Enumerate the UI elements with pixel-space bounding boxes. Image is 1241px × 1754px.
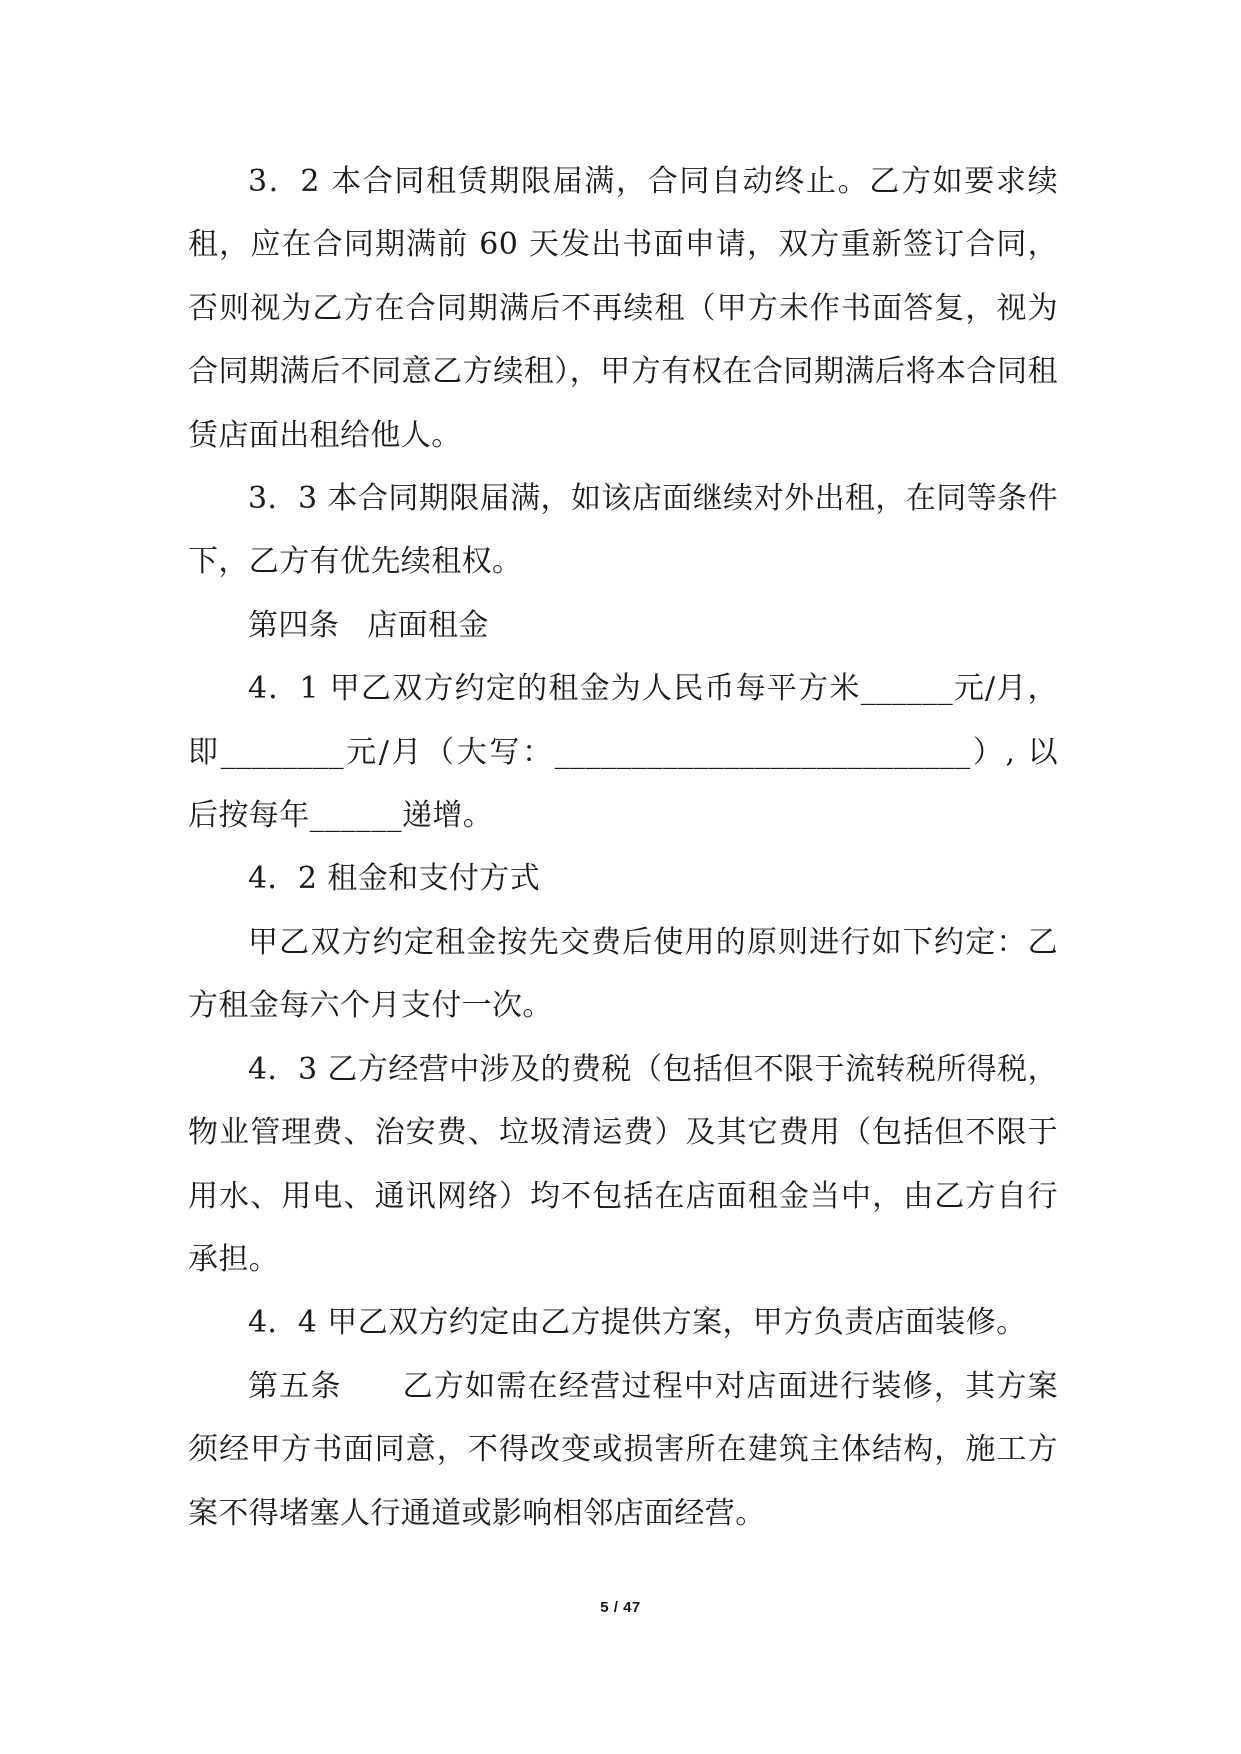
article-4-label: 第四条 xyxy=(248,607,340,643)
article-4-heading xyxy=(188,594,1058,657)
article-5-text: 乙方如需在经营过程中对店面进行装修，其方案须经甲方书面同意，不得改变或损害所在建筑主体结构，施工方案不得堵塞人行通道或影响相邻店面经营。 xyxy=(188,1368,1058,1531)
document-body xyxy=(188,150,1058,1545)
article-5-label: 第五条 xyxy=(248,1368,342,1404)
page-number: 5 / 47 xyxy=(600,1599,641,1616)
paragraph-4-4: 4．4 甲乙双方约定由乙方提供方案，甲方负责店面装修。 xyxy=(248,1305,1027,1341)
article-5 xyxy=(188,1355,1058,1545)
paragraph-4-2: 4．2 租金和支付方式 xyxy=(248,861,541,897)
paragraph-4-3: 4．3 乙方经营中涉及的费税（包括但不限于流转税所得税，物业管理费、治安费、垃圾清运费）及其它费用（包括但不限于用水、用电、通讯网络）均不包括在店面租金当中，由乙方自行承担。 xyxy=(188,1051,1058,1277)
paragraph-3-2: 3．2 本合同租赁期限届满，合同自动终止。乙方如要求续租，应在合同期满前 60 天发出书面申请，双方重新签订合同，否则视为乙方在合同期满后不再续租（甲方未作书面答复，视为合同期满后不同意乙方续租），甲方有权在合同期满后将本合同租赁店面出租给他人。 xyxy=(188,164,1058,453)
paragraph-4-1: 4．1 甲乙双方约定的租金为人民币每平方米______元/月，即________元/月（大写：___________________________）, 以后按每年______递增。 xyxy=(188,671,1058,834)
paragraph-3-3: 3．3 本合同期限届满，如该店面继续对外出租，在同等条件下，乙方有优先续租权。 xyxy=(188,481,1058,580)
article-4-title: 店面租金 xyxy=(367,607,489,643)
paragraph-payment: 甲乙双方约定租金按先交费后使用的原则进行如下约定：乙方租金每六个月支付一次。 xyxy=(188,924,1058,1024)
